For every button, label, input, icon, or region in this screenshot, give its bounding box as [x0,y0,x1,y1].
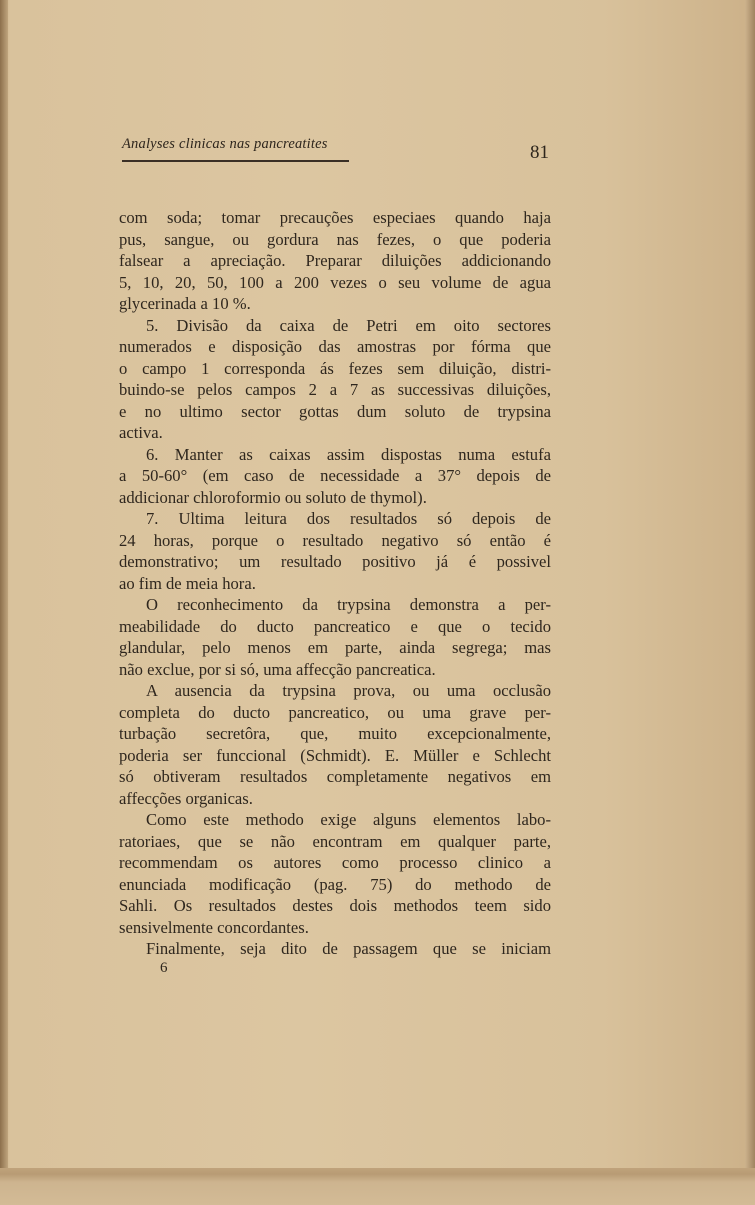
text-line: ao fim de meia hora. [119,573,256,593]
text-line: 24 horas, porque o resultado negativo só então é [119,530,551,550]
page-edge [745,0,755,1205]
text-line: 7. Ultima leitura dos resultados só depois de [146,509,551,528]
text-line: o campo 1 corresponda ás fezes sem diluição, distri- [119,358,551,378]
text-line: A ausencia da trypsina prova, ou uma occlusão [146,681,551,700]
text-line: activa. [119,423,163,442]
text-line: Sahli. Os resultados destes dois methodos teem sido [119,896,551,915]
text-line: glycerinada a 10 %. [119,294,251,313]
text-line: affecções organicas. [119,788,253,808]
text-line: só obtiveram resultados completamente negativos em [119,767,551,786]
text-line: completa do ducto pancreatico, ou uma grave per- [119,702,551,722]
text-line: Finalmente, seja dito de passagem que se iniciam [146,939,551,958]
running-head: Analyses clinicas nas pancreatites [122,136,328,152]
text-line: sensivelmente concordantes. [119,917,309,937]
text-line: com soda; tomar precauções especiaes quando haja [119,208,551,227]
text-line: glandular, pelo menos em parte, ainda segrega; mas [119,638,551,657]
text-line: Como este methodo exige alguns elementos labo- [146,810,551,829]
text-line: pus, sangue, ou gordura nas fezes, o que poderia [119,229,551,249]
text-line: não exclue, por si só, uma affecção pancreatica. [119,659,436,679]
text-line: 6. Manter as caixas assim dispostas numa estufa [146,444,551,464]
text-line: ratoriaes, que se não encontram em qualquer parte, [119,831,551,851]
text-line: numerados e disposição das amostras por fórma que [119,337,551,356]
text-line: addicionar chloroformio ou soluto de thymol). [119,487,427,507]
text-line: turbação secretôra, que, muito excepcionalmente, [119,724,551,743]
text-line: recommendam os autores como processo clinico a [119,853,551,872]
page-header [122,136,549,176]
page-bottom-edge [0,1168,755,1205]
text-line: 5, 10, 20, 50, 100 a 200 vezes o seu volume de agua [119,272,551,292]
text-line: a 50-60° (em caso de necessidade a 37° depois de [119,466,551,485]
text-line: O reconhecimento da trypsina demonstra a per- [146,595,551,614]
text-line: meabilidade do ducto pancreatico e que o tecido [119,616,551,636]
text-line: buindo-se pelos campos 2 a 7 as successivas diluições, [119,380,551,399]
text-line: 5. Divisão da caixa de Petri em oito sectores [146,315,551,335]
text-line: poderia ser funccional (Schmidt). E. Müller e Schlecht [119,745,551,765]
text-line: e no ultimo sector gottas dum soluto de trypsina [119,401,551,421]
text-line: demonstrativo; um resultado positivo já é possivel [119,552,551,571]
signature-mark: 6 [160,960,168,976]
text-line: enunciada modificação (pag. 75) do methodo de [119,874,551,894]
header-rule [122,160,349,162]
page-number: 81 [530,142,549,163]
text-line: falsear a apreciação. Preparar diluições addicionando [119,251,551,270]
body-text [119,207,551,960]
